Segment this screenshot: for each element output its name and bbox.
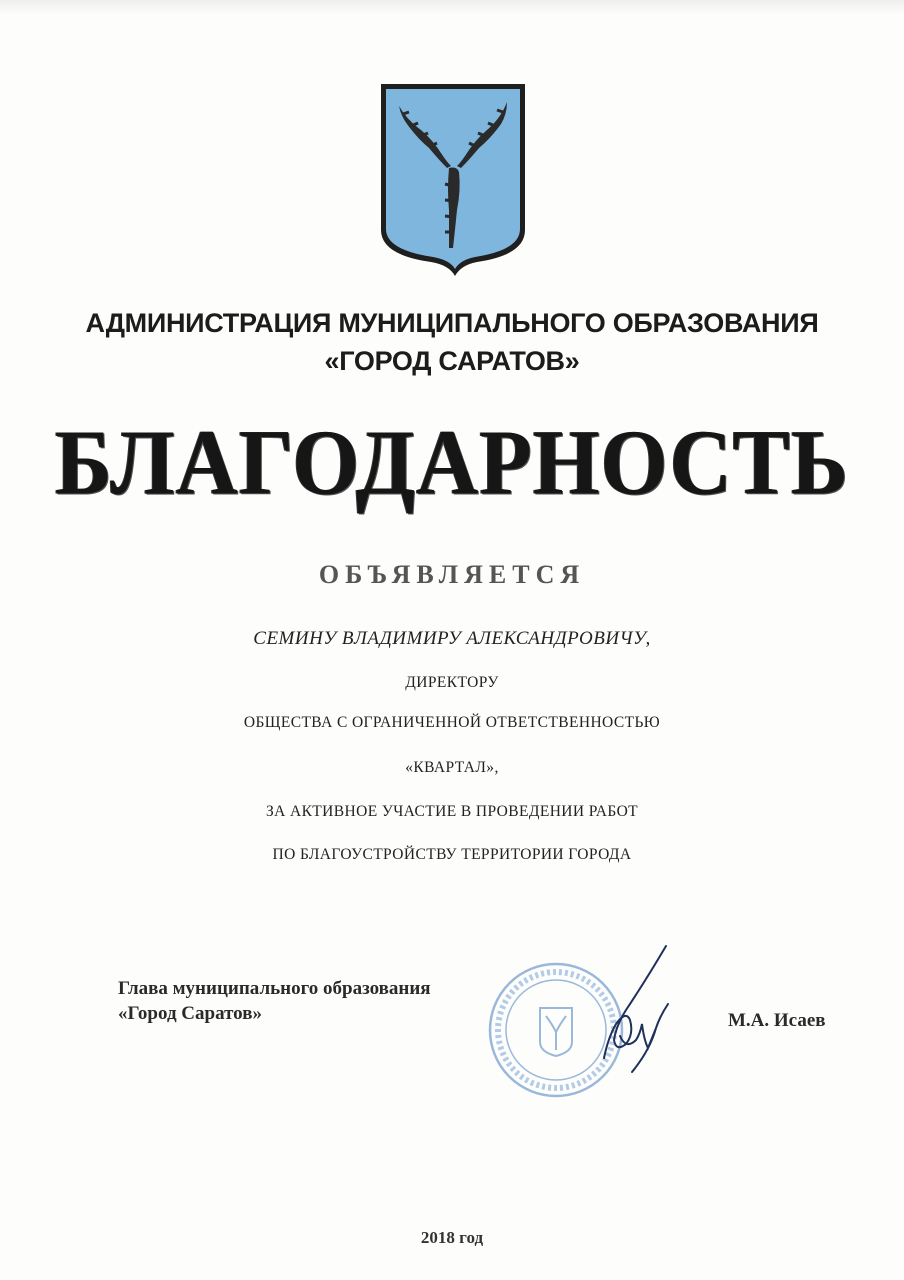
organization-type: ОБЩЕСТВА С ОГРАНИЧЕННОЙ ОТВЕТСТВЕННОСТЬЮ [243,714,661,731]
handwritten-signature [586,940,686,1090]
reason-line-1: ЗА АКТИВНОЕ УЧАСТИЕ В ПРОВЕДЕНИИ РАБОТ [265,803,639,820]
recipient-name: СЕМИНУ ВЛАДИМИРУ АЛЕКСАНДРОВИЧУ, [253,628,651,649]
signatory-title-line-2: «Город Саратов» [118,1003,262,1024]
signatory-title-line-1: Глава муниципального образования [118,978,431,999]
announce-text: ОБЪЯВЛЯЕТСЯ [318,560,586,589]
scan-edge-shadow [0,0,904,14]
recipient-position: ДИРЕКТОРУ [405,674,499,691]
administration-title: АДМИНИСТРАЦИЯ МУНИЦИПАЛЬНОГО ОБРАЗОВАНИЯ [85,308,819,338]
reason-line-2: ПО БЛАГОУСТРОЙСТВУ ТЕРРИТОРИИ ГОРОДА [272,846,632,863]
signatory-name: М.А. Исаев [728,1010,826,1031]
city-name: «ГОРОД САРАТОВ» [324,346,580,376]
saratov-coat-of-arms-icon [377,80,529,280]
document-title: БЛАГОДАРНОСТЬ [54,410,850,514]
document-year: 2018 год [420,1228,484,1247]
organization-name: «КВАРТАЛ», [405,759,499,776]
